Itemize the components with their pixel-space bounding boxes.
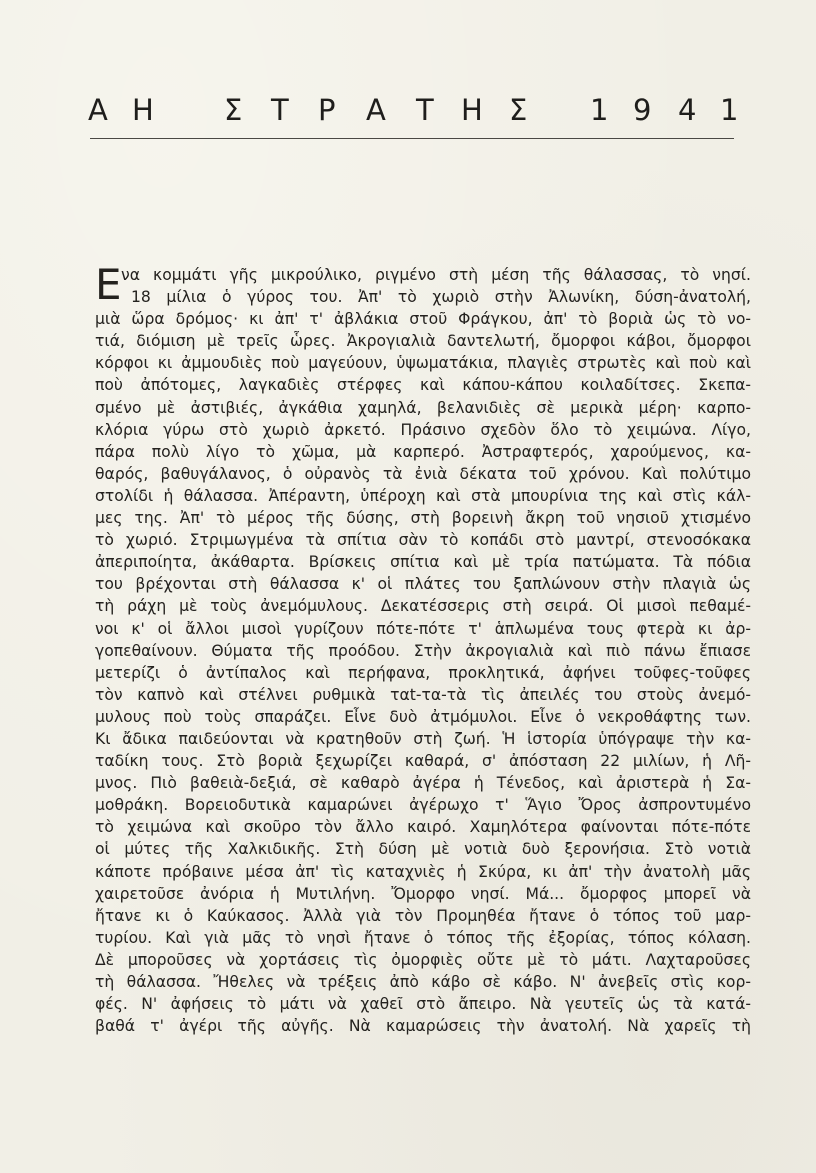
text-line: ἤτανε κι ὁ Καύκασος. Ἀλλὰ γιὰ τὸν Προμηθέα ἤτανε ὁ τόπος τοῦ μαρ- [95, 906, 751, 925]
text-line: νοι κ' οἱ ἄλλοι μισοὶ γυρίζουν πότε-πότε τ' ἁπλωμένα τους φτερὰ κι ἀρ- [95, 619, 751, 638]
title-underline [90, 138, 734, 139]
title-letter: 9 [633, 93, 652, 127]
title-letter: Η [132, 93, 154, 127]
text-line: τὸ χωριό. Στριμωγμένα τὰ σπίτια σὰν τὸ κοπάδι στὸ μαντρί, στενοσόκακα [95, 531, 751, 550]
text-line: μες της. Ἀπ' τὸ μέρος τῆς δύσης, στὴ βορεινὴ ἄκρη τοῦ νησιοῦ χτισμένο [95, 509, 751, 528]
title-letter: 1 [720, 93, 739, 127]
text-line: του βρέχονται στὴ θάλασσα κ' οἱ πλάτες του ξαπλώνουν στὴν πλαγιὰ ὡς [95, 575, 751, 594]
text-line: μιὰ ὥρα δρόμος· κι ἀπ' τ' ἀβλάκια στοῦ Φράγκου, ἀπ' τὸ βοριὰ ὡς τὸ νο- [95, 310, 751, 329]
text-line: οἱ μύτες τῆς Χαλκιδικῆς. Στὴ δύση μὲ νοτιὰ δυὸ ξερονήσια. Στὸ νοτιὰ [95, 840, 751, 859]
title-letter: Ρ [318, 93, 336, 127]
text-line: τὸ χειμώνα καὶ σκοῦρο τὸν ἄλλο καιρό. Χαμηλότερα φαίνονται πότε-πότε [95, 818, 751, 837]
text-line: Κι ἄδικα παιδεύονται νὰ κρατηθοῦν στὴ ζωή. Ἡ ἱστορία ὑπόγραψε τὴν κα- [95, 729, 751, 748]
title-letter: Α [88, 93, 108, 127]
text-line: τὸν καπνὸ καὶ στέλνει ρυθμικὰ ταt-τα-τὰ τὶς ἀπειλές του στοὺς ἀνεμό- [95, 685, 751, 704]
text-line: κάποτε πρόβαινε μέσα ἀπ' τὶς καταχνιὲς ἡ Σκύρα, κι ἀπ' τὴν ἀνατολὴ μᾶς [95, 862, 751, 881]
text-line: ταδίκη τους. Στὸ βοριὰ ξεχωρίζει καθαρά, σ' ἀπόσταση 22 μιλίων, ἡ Λῆ- [95, 752, 751, 771]
text-line: μνος. Πιὸ βαθειὰ-δεξιά, σὲ καθαρὸ ἀγέρα ἡ Τένεδος, καὶ ἀριστερὰ ἡ Σα- [95, 774, 751, 793]
text-line: φές. Ν' ἀφήσεις τὸ μάτι νὰ χαθεῖ στὸ ἄπειρο. Νὰ γευτεῖς ὡς τὰ κατά- [95, 995, 751, 1014]
text-line: βαθά τ' ἀγέρι τῆς αὐγῆς. Νὰ καμαρώσεις τὴν ἀνατολή. Νὰ χαρεῖς τὴ [95, 1017, 751, 1036]
text-line: κλόρια γύρω στὸ χωριὸ ἀρκετό. Πράσινο σχεδὸν ὅλο τὸ χειμώνα. Λίγο, [95, 420, 751, 439]
text-line: τὴ θάλασσα. Ἤθελες νὰ τρέξεις ἀπὸ κάβο σὲ κάβο. Ν' ἀνεβεῖς στὶς κορ- [95, 973, 751, 991]
title-letter: Τ [416, 93, 434, 127]
text-line: πάρα πολὺ λίγο τὸ χῶμα, μὰ καρπερό. Ἀστραφτερός, χαρούμενος, κα- [95, 442, 751, 461]
text-line: γοπεθαίνουν. Θύματα τῆς προόδου. Στὴν ἀκρογιαλιὰ καὶ πιὸ πάνω ἔπιασε [95, 641, 751, 660]
title-letter: Τ [271, 93, 289, 127]
text-line: μυλους ποὺ τοὺς σπαράζει. Εἶνε δυὸ ἀτμόμυλοι. Εἶνε ὁ νεκροθάφτης των. [95, 707, 751, 726]
text-line: τυρίου. Καὶ γιὰ μᾶς τὸ νησὶ ἤτανε ὁ τόπος τῆς ἐξορίας, τόπος κόλαση. [95, 928, 751, 947]
text-line: 18 μίλια ὁ γύρος του. Ἀπ' τὸ χωριὸ στὴν Ἀλωνίκη, δύση-ἀνατολή, [131, 288, 751, 307]
drop-cap: Ε [95, 260, 122, 309]
text-line: χαιρετοῦσε ἀνόρια ἡ Μυτιλήνη. Ὄμορφο νησί. Μά... ὄμορφος μπορεῖ νὰ [95, 884, 751, 903]
title-letter: Σ [509, 93, 528, 127]
title-letter: Η [461, 93, 483, 127]
text-line: μετερίζι ὁ ἀντίπαλος καὶ περήφανα, προκλητικά, ἀφήνει τοῦφες-τοῦφες [95, 663, 751, 682]
title-letter: Α [366, 93, 386, 127]
body-text [95, 260, 751, 1037]
text-line: τὴ ράχη μὲ τοὺς ἀνεμόμυλους. Δεκατέσσερις στὴ σειρά. Οἱ μισοὶ πεθαμέ- [95, 597, 751, 616]
text-line: ἀπεριποίητα, ἀκάθαρτα. Βρίσκεις σπίτια καὶ μὲ τρία πατώματα. Τὰ πόδια [95, 553, 751, 572]
text-line: στολίδι ἡ θάλασσα. Ἀπέραντη, ὑπέροχη καὶ στὰ μπουρίνια της καὶ στὶς κάλ- [95, 486, 751, 505]
text-line: θαρός, βαθυγάλανος, ὁ οὐρανὸς τὰ ἐνιὰ δέκατα τοῦ χρόνου. Καὶ πολύτιμο [95, 464, 751, 483]
text-line: να κομμάτι γῆς μικρούλικο, ριγμένο στὴ μέση τῆς θάλασσας, τὸ νησί. [121, 266, 751, 284]
title-letter: 4 [678, 93, 697, 127]
page-title [88, 92, 738, 132]
title-letter: Σ [224, 93, 243, 127]
text-line: ποὺ ἀπότομες, λαγκαδιὲς στέρφες καὶ κάπου-κάπου κοιλαδίτσες. Σκεπα- [95, 376, 751, 395]
text-line: κόρφοι κι ἀμμουδιὲς ποὺ μαγεύουν, ὑψωματάκια, πλαγιὲς στρωτὲς καὶ ποὺ καὶ [95, 354, 751, 373]
text-line: Δὲ μποροῦσες νὰ χορτάσεις τὶς ὀμορφιὲς οὔτε μὲ τὸ μάτι. Λαχταροῦσες [95, 950, 751, 969]
text-line: μοθράκη. Βορειοδυτικὰ καμαρώνει ἀγέρωχο τ' Ἅγιο Ὄρος ἀσπροντυμένο [95, 796, 751, 815]
text-line: τιά, διόμιση μὲ τρεῖς ὧρες. Ἀκρογιαλιὰ δαντελωτή, ὄμορφοι κάβοι, ὄμορφοι [95, 332, 751, 351]
text-line: σμένο μὲ ἀστιβιές, ἀγκάθια χαμηλά, βελανιδιὲς σὲ μερικὰ μέρη· καρπο- [95, 398, 751, 417]
title-letter: 1 [590, 93, 609, 127]
